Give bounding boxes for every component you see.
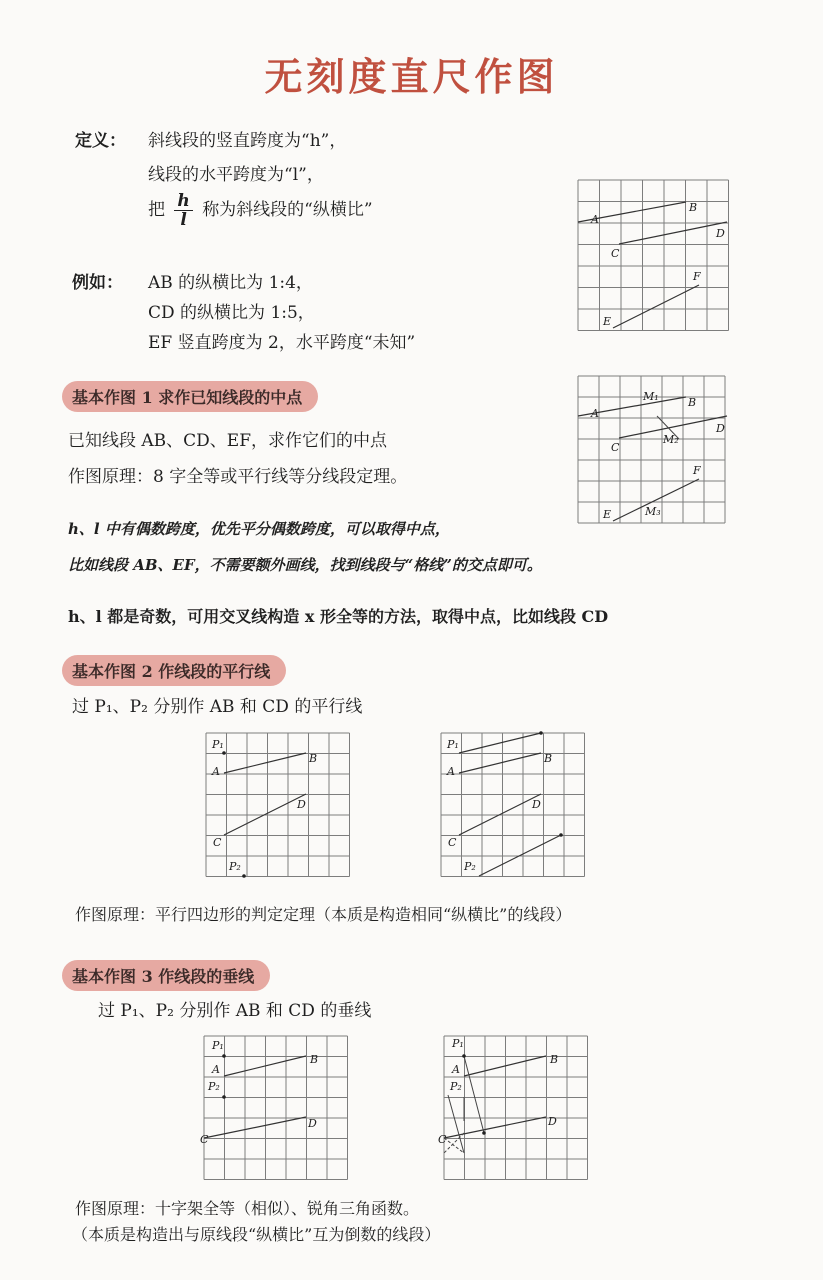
- segment-cd: [619, 222, 727, 244]
- grid-figure-parallel-before: [205, 732, 350, 877]
- label-b: B: [689, 201, 698, 214]
- section3-line1: 过 P₁、P₂ 分别作 AB 和 CD 的垂线: [98, 1001, 372, 1021]
- section2-heading: 基本作图 2 作线段的平行线: [62, 655, 286, 686]
- point-p2: [242, 874, 246, 878]
- label-p2: P₂: [464, 860, 476, 873]
- section1-line2: 作图原理：8 字全等或平行线等分线段定理。: [68, 467, 408, 487]
- definition-line3-pre: 把: [148, 200, 165, 220]
- label-b: B: [310, 1053, 319, 1066]
- example-line3: EF 竖直跨度为 2，水平跨度“未知”: [148, 333, 416, 353]
- example-line1: AB 的纵横比为 1:4，: [148, 273, 313, 293]
- fraction-denominator: l: [180, 210, 187, 230]
- label-m1: M₁: [643, 390, 659, 403]
- label-c: C: [448, 836, 457, 849]
- grid-lines: [206, 733, 350, 877]
- label-p1: P₁: [212, 1039, 224, 1052]
- label-d: D: [716, 227, 725, 240]
- definition-line2: 线段的水平跨度为“l”，: [148, 165, 324, 185]
- label-d: D: [297, 798, 306, 811]
- label-p2: P₂: [450, 1080, 462, 1093]
- point-p1: [462, 1054, 466, 1058]
- label-a: A: [591, 407, 599, 420]
- label-p2: P₂: [229, 860, 241, 873]
- grid-lines: [204, 1036, 348, 1180]
- section1-note1: h、l 中有偶数跨度，优先平分偶数跨度，可以取得中点，: [68, 520, 450, 538]
- label-c: C: [611, 441, 620, 454]
- point-p2-end: [559, 833, 563, 837]
- section2-line1: 过 P₁、P₂ 分别作 AB 和 CD 的平行线: [72, 697, 363, 717]
- grid-figure-parallel-after: [440, 732, 585, 877]
- label-a: A: [591, 213, 599, 226]
- section3-heading: 基本作图 3 作线段的垂线: [62, 960, 270, 991]
- grid-lines: [441, 733, 585, 877]
- label-a: A: [452, 1063, 460, 1076]
- aspect-ratio-fraction: [174, 192, 192, 229]
- grid-figure-perpendicular-after: [440, 1035, 590, 1180]
- label-p1: P₁: [447, 738, 459, 751]
- label-d: D: [716, 422, 725, 435]
- segment-ef: [613, 285, 699, 328]
- perpendicular-through-p1: [464, 1056, 484, 1133]
- point-foot-p1: [482, 1131, 486, 1135]
- label-d: D: [548, 1115, 557, 1128]
- fraction-numerator: h: [174, 192, 192, 211]
- label-f: F: [693, 270, 701, 283]
- label-p1: P₁: [452, 1037, 464, 1050]
- label-p2: P₂: [208, 1080, 220, 1093]
- section3-principle: 作图原理：十字架全等（相似）、锐角三角函数。: [75, 1199, 420, 1218]
- section1-note2: 比如线段 AB、EF，不需要额外画线，找到线段与“格线”的交点即可。: [68, 556, 542, 574]
- definition-line3-post: 称为斜线段的“纵横比”: [202, 200, 373, 220]
- parallel-through-p1: [459, 733, 541, 753]
- label-e: E: [603, 508, 612, 521]
- point-p1-end: [539, 731, 543, 735]
- label-a: A: [212, 765, 220, 778]
- example-label: 例如：: [72, 273, 123, 293]
- section2-principle: 作图原理：平行四边形的判定定理（本质是构造相同“纵横比”的线段）: [75, 905, 572, 924]
- grid-figure-definition: [575, 175, 735, 335]
- section1-note3: h、l 都是奇数，可用交叉线构造 x 形全等的方法，取得中点，比如线段 CD: [68, 607, 609, 626]
- label-m2: M₂: [663, 433, 679, 446]
- label-p1: P₁: [212, 738, 224, 751]
- label-d: D: [532, 798, 541, 811]
- label-m3: M₃: [645, 505, 661, 518]
- point-p2: [222, 1095, 226, 1099]
- point-p1: [222, 751, 226, 755]
- label-b: B: [550, 1053, 559, 1066]
- grid-figure-perpendicular-before: [200, 1035, 350, 1180]
- page-title: 无刻度直尺作图: [264, 54, 559, 99]
- label-a: A: [447, 765, 455, 778]
- label-c: C: [438, 1133, 447, 1146]
- definition-label: 定义：: [75, 131, 126, 151]
- segment-ab: [459, 753, 541, 773]
- grid-lines: [444, 1036, 588, 1180]
- label-b: B: [544, 752, 553, 765]
- point-p1: [222, 1054, 226, 1058]
- grid-figure-midpoint: [575, 375, 735, 525]
- segment-cd: [204, 1117, 306, 1138]
- label-b: B: [309, 752, 318, 765]
- label-b: B: [688, 396, 697, 409]
- definition-line3: [148, 192, 373, 229]
- label-e: E: [603, 315, 612, 328]
- label-f: F: [693, 464, 701, 477]
- segment-ab: [224, 753, 306, 773]
- section3-principle2: （本质是构造出与原线段“纵横比”互为倒数的线段）: [72, 1225, 441, 1244]
- definition-line1: 斜线段的竖直跨度为“h”，: [148, 131, 347, 151]
- label-c: C: [213, 836, 222, 849]
- label-a: A: [212, 1063, 220, 1076]
- example-line2: CD 的纵横比为 1:5，: [148, 303, 315, 323]
- section1-line1: 已知线段 AB、CD、EF，求作它们的中点: [68, 431, 388, 451]
- label-c: C: [200, 1133, 209, 1146]
- label-d: D: [308, 1117, 317, 1130]
- label-c: C: [611, 247, 620, 260]
- section1-heading: 基本作图 1 求作已知线段的中点: [62, 381, 318, 412]
- construction-line: [448, 1095, 464, 1153]
